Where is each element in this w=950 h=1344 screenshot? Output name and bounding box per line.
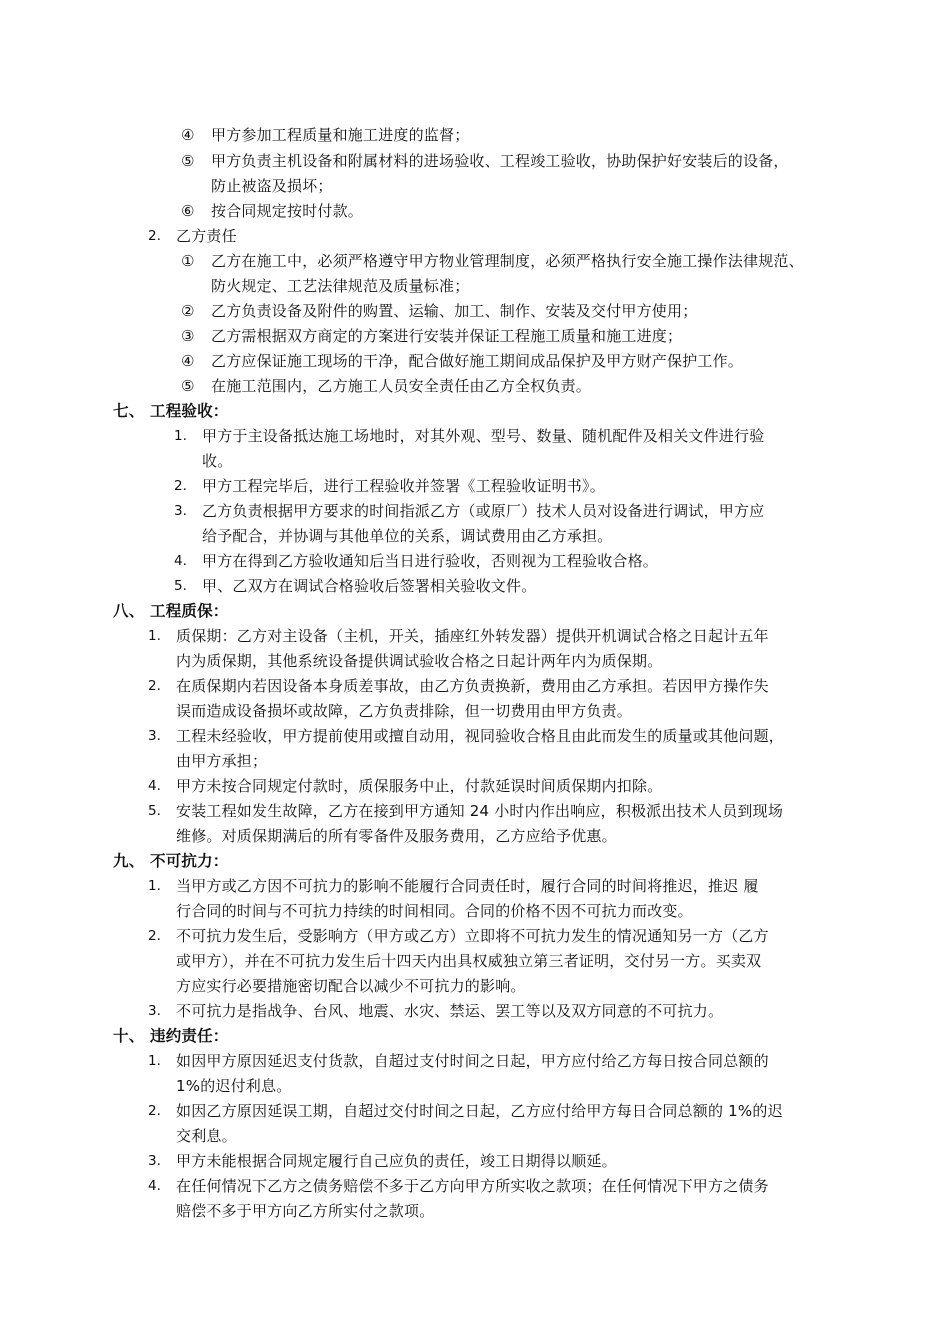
- item-text: 如因乙方原因延误工期，自超过交付时间之日起，乙方应付给甲方每日合同总额的 1%的迟: [176, 1102, 783, 1120]
- item-text: 不可抗力是指战争、台风、地震、水灾、禁运、罢工等以及双方同意的不可抗力。: [176, 1002, 724, 1020]
- list-item-continuation: [0, 273, 950, 299]
- item-text: 交利息。: [176, 1127, 237, 1145]
- item-text: 甲方负责主机设备和附属材料的进场验收、工程竣工验收，协助保护好安装后的设备，: [211, 152, 789, 170]
- item-marker: ⑥: [181, 202, 195, 220]
- subsection-title: 乙方责任: [176, 227, 237, 245]
- list-item: [0, 498, 950, 524]
- item-text: 乙方需根据双方商定的方案进行安装并保证工程施工质量和施工进度；: [211, 327, 683, 345]
- list-item: [0, 673, 950, 699]
- section-title: 十、 违约责任：: [113, 1027, 229, 1045]
- list-item: [0, 423, 950, 449]
- section-heading: [0, 1023, 950, 1049]
- list-item: [0, 723, 950, 749]
- section-title: 九、 不可抗力：: [113, 852, 229, 870]
- item-text: 给予配合，并协调与其他单位的关系，调试费用由乙方承担。: [202, 527, 613, 545]
- item-number: 1.: [174, 428, 187, 444]
- item-text: 1%的迟付利息。: [176, 1077, 292, 1095]
- section-heading: [0, 598, 950, 624]
- item-text: 不可抗力发生后，受影响方（甲方或乙方）立即将不可抗力发生的情况通知另一方（乙方: [176, 927, 769, 945]
- subsection-number: 2.: [148, 228, 161, 244]
- item-text: 甲方在得到乙方验收通知后当日进行验收，否则视为工程验收合格。: [202, 552, 659, 570]
- item-text: 乙方在施工中，必须严格遵守甲方物业管理制度，必须严格执行安全施工操作法律规范、: [211, 252, 804, 270]
- item-text: 收。: [202, 452, 233, 470]
- item-text: 工程未经验收，甲方提前使用或擅自动用，视同验收合格且由此而发生的质量或其他问题，: [176, 727, 785, 745]
- list-item: [0, 348, 950, 374]
- item-marker: ②: [181, 302, 195, 320]
- item-text: 安装工程如发生故障，乙方在接到甲方通知 24 小时内作出响应，积极派出技术人员到现场: [176, 802, 784, 820]
- item-text: 甲方未能根据合同规定履行自己应负的责任，竣工日期得以顺延。: [176, 1152, 617, 1170]
- list-item: [0, 773, 950, 799]
- item-number: 2.: [148, 928, 161, 944]
- item-number: 1.: [148, 878, 161, 894]
- list-item: [0, 148, 950, 174]
- item-text: 防止被盗及损坏；: [211, 177, 333, 195]
- item-marker: ⑤: [181, 152, 195, 170]
- section-title: 八、 工程质保：: [113, 602, 229, 620]
- item-number: 2.: [148, 1103, 161, 1119]
- list-item: [0, 198, 950, 224]
- list-item: [0, 923, 950, 949]
- list-item-continuation: [0, 1073, 950, 1099]
- section-heading: [0, 848, 950, 874]
- list-item: [0, 798, 950, 824]
- list-item-continuation: [0, 1198, 950, 1224]
- item-marker: ⑤: [181, 377, 195, 395]
- item-text: 维修。对质保期满后的所有零备件及服务费用，乙方应给予优惠。: [176, 827, 617, 845]
- item-number: 3.: [148, 1003, 161, 1019]
- list-item: [0, 998, 950, 1024]
- item-text: 在质保期内若因设备本身质差事故，由乙方负责换新，费用由乙方承担。若因甲方操作失: [176, 677, 769, 695]
- list-item: [0, 873, 950, 899]
- list-item-continuation: [0, 898, 950, 924]
- item-number: 2.: [174, 478, 187, 494]
- list-item-continuation: [0, 948, 950, 974]
- section-title: 七、 工程验收：: [113, 402, 229, 420]
- item-text: 乙方应保证施工现场的干净，配合做好施工期间成品保护及甲方财产保护工作。: [211, 352, 744, 370]
- item-text: 在任何情况下乙方之债务赔偿不多于乙方向甲方所实收之款项；在任何情况下甲方之债务: [176, 1177, 769, 1195]
- list-item-continuation: [0, 823, 950, 849]
- item-number: 1.: [148, 628, 161, 644]
- item-text: 甲方工程完毕后，进行工程验收并签署《工程验收证明书》。: [202, 477, 605, 495]
- item-text: 乙方负责根据甲方要求的时间指派乙方（或原厂）技术人员对设备进行调试，甲方应: [202, 502, 765, 520]
- list-item: [0, 548, 950, 574]
- item-marker: ①: [181, 252, 195, 270]
- list-item: [0, 122, 950, 148]
- item-marker: ③: [181, 327, 195, 345]
- item-number: 1.: [148, 1053, 161, 1069]
- list-item: [0, 473, 950, 499]
- item-number: 4.: [174, 553, 187, 569]
- item-number: 4.: [148, 778, 161, 794]
- item-text: 赔偿不多于甲方向乙方所实付之款项。: [176, 1202, 435, 1220]
- item-text: 质保期：乙方对主设备（主机，开关，插座红外转发器）提供开机调试合格之日起计五年: [176, 627, 769, 645]
- section-heading: [0, 398, 950, 424]
- item-text: 误而造成设备损坏或故障，乙方负责排除，但一切费用由甲方负责。: [176, 702, 633, 720]
- list-item: [0, 1098, 950, 1124]
- list-item-continuation: [0, 523, 950, 549]
- list-item: [0, 1148, 950, 1174]
- item-text: 内为质保期，其他系统设备提供调试验收合格之日起计两年内为质保期。: [176, 652, 663, 670]
- item-text: 如因甲方原因延迟支付货款，自超过支付时间之日起，甲方应付给乙方每日按合同总额的: [176, 1052, 769, 1070]
- item-text: 由甲方承担；: [176, 752, 268, 770]
- list-item-continuation: [0, 973, 950, 999]
- subsection-heading: [0, 223, 950, 249]
- item-marker: ④: [181, 126, 195, 144]
- item-text: 在施工范围内，乙方施工人员安全责任由乙方全权负责。: [211, 377, 592, 395]
- item-text: 甲方参加工程质量和施工进度的监督；: [211, 126, 470, 144]
- item-number: 3.: [174, 503, 187, 519]
- item-number: 2.: [148, 678, 161, 694]
- list-item: [0, 623, 950, 649]
- item-number: 3.: [148, 728, 161, 744]
- list-item-continuation: [0, 698, 950, 724]
- item-text: 行合同的时间与不可抗力持续的时间相同。合同的价格不因不可抗力而改变。: [176, 902, 693, 920]
- item-text: 当甲方或乙方因不可抗力的影响不能履行合同责任时，履行合同的时间将推迟，推迟 履: [176, 877, 759, 895]
- item-number: 4.: [148, 1178, 161, 1194]
- list-item: [0, 323, 950, 349]
- item-text: 或甲方），并在不可抗力发生后十四天内出具权威独立第三者证明，交付另一方。买卖双: [176, 952, 762, 970]
- item-number: 5.: [174, 578, 187, 594]
- item-text: 乙方负责设备及附件的购置、运输、加工、制作、安装及交付甲方使用；: [211, 302, 698, 320]
- list-item: [0, 1048, 950, 1074]
- list-item-continuation: [0, 648, 950, 674]
- list-item: [0, 1173, 950, 1199]
- list-item-continuation: [0, 748, 950, 774]
- item-text: 按合同规定按时付款。: [211, 202, 364, 220]
- list-item: [0, 373, 950, 399]
- list-item: [0, 298, 950, 324]
- list-item: [0, 248, 950, 274]
- item-text: 防火规定、工艺法律规范及质量标准；: [211, 277, 470, 295]
- list-item-continuation: [0, 173, 950, 199]
- list-item: [0, 573, 950, 599]
- item-marker: ④: [181, 352, 195, 370]
- item-text: 甲方于主设备抵达施工场地时，对其外观、型号、数量、随机配件及相关文件进行验: [202, 427, 765, 445]
- item-text: 甲、乙双方在调试合格验收后签署相关验收文件。: [202, 577, 537, 595]
- item-text: 甲方未按合同规定付款时，质保服务中止，付款延误时间质保期内扣除。: [176, 777, 663, 795]
- list-item-continuation: [0, 448, 950, 474]
- item-number: 3.: [148, 1153, 161, 1169]
- item-number: 5.: [148, 803, 161, 819]
- list-item-continuation: [0, 1123, 950, 1149]
- item-text: 方应实行必要措施密切配合以减少不可抗力的影响。: [176, 977, 526, 995]
